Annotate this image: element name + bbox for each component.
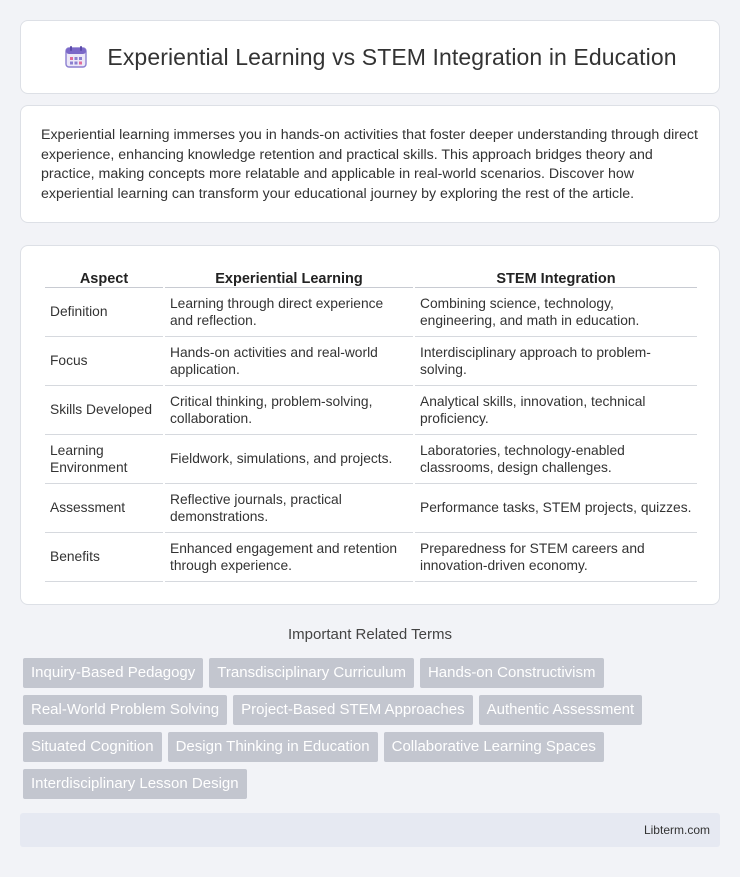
row-stem: Performance tasks, STEM projects, quizzes. xyxy=(415,484,697,533)
table-row xyxy=(45,484,697,533)
row-aspect: Focus xyxy=(45,337,163,386)
header-card xyxy=(20,20,720,94)
related-term-tag[interactable]: Situated Cognition xyxy=(23,732,162,762)
row-experiential: Critical thinking, problem-solving, collaboration. xyxy=(165,386,413,435)
row-experiential: Enhanced engagement and retention through experience. xyxy=(165,533,413,582)
row-aspect: Learning Environment xyxy=(45,435,163,484)
table-row xyxy=(45,533,697,582)
related-term-tag[interactable]: Authentic Assessment xyxy=(479,695,643,725)
header-aspect: Aspect xyxy=(45,268,163,288)
row-aspect: Skills Developed xyxy=(45,386,163,435)
row-aspect: Assessment xyxy=(45,484,163,533)
row-stem: Analytical skills, innovation, technical proficiency. xyxy=(415,386,697,435)
related-term-tag[interactable]: Design Thinking in Education xyxy=(168,732,378,762)
header-experiential-learning: Experiential Learning xyxy=(165,268,413,288)
header-stem-integration: STEM Integration xyxy=(415,268,697,288)
related-term-tag[interactable]: Transdisciplinary Curriculum xyxy=(209,658,414,688)
related-terms-list xyxy=(23,658,723,806)
row-aspect: Benefits xyxy=(45,533,163,582)
related-term-tag[interactable]: Hands-on Constructivism xyxy=(420,658,604,688)
table-row xyxy=(45,337,697,386)
table-header-row xyxy=(45,268,697,288)
intro-card xyxy=(20,105,720,223)
row-stem: Preparedness for STEM careers and innovation-driven economy. xyxy=(415,533,697,582)
footer-brand-link[interactable]: Libterm.com xyxy=(643,823,710,837)
comparison-table-card xyxy=(20,245,720,605)
row-experiential: Reflective journals, practical demonstrations. xyxy=(165,484,413,533)
related-term-tag[interactable]: Real-World Problem Solving xyxy=(23,695,227,725)
row-experiential: Fieldwork, simulations, and projects. xyxy=(165,435,413,484)
table-row xyxy=(45,288,697,337)
row-stem: Interdisciplinary approach to problem-solving. xyxy=(415,337,697,386)
footer xyxy=(20,813,720,847)
table-row xyxy=(45,386,697,435)
related-term-tag[interactable]: Collaborative Learning Spaces xyxy=(384,732,604,762)
table-row xyxy=(45,435,697,484)
related-terms-title: Important Related Terms xyxy=(288,626,452,643)
related-term-tag[interactable]: Project-Based STEM Approaches xyxy=(233,695,472,725)
calendar-icon xyxy=(63,44,89,70)
row-experiential: Learning through direct experience and reflection. xyxy=(165,288,413,337)
page-title: Experiential Learning vs STEM Integration in Education xyxy=(107,43,677,70)
row-experiential: Hands-on activities and real-world application. xyxy=(165,337,413,386)
row-aspect: Definition xyxy=(45,288,163,337)
comparison-table xyxy=(43,268,699,582)
row-stem: Laboratories, technology-enabled classrooms, design challenges. xyxy=(415,435,697,484)
related-term-tag[interactable]: Inquiry-Based Pedagogy xyxy=(23,658,203,688)
intro-text: Experiential learning immerses you in hands-on activities that foster deeper understanding through direct experience, enhancing knowledge retention and practical skills. This approach bridges theory and practice, making concepts more relatable and applicable in real-world scenarios. Discover how experiential learning can transform your educational journey by exploring the rest of the article. xyxy=(41,127,698,202)
related-term-tag[interactable]: Interdisciplinary Lesson Design xyxy=(23,769,247,799)
row-stem: Combining science, technology, engineering, and math in education. xyxy=(415,288,697,337)
